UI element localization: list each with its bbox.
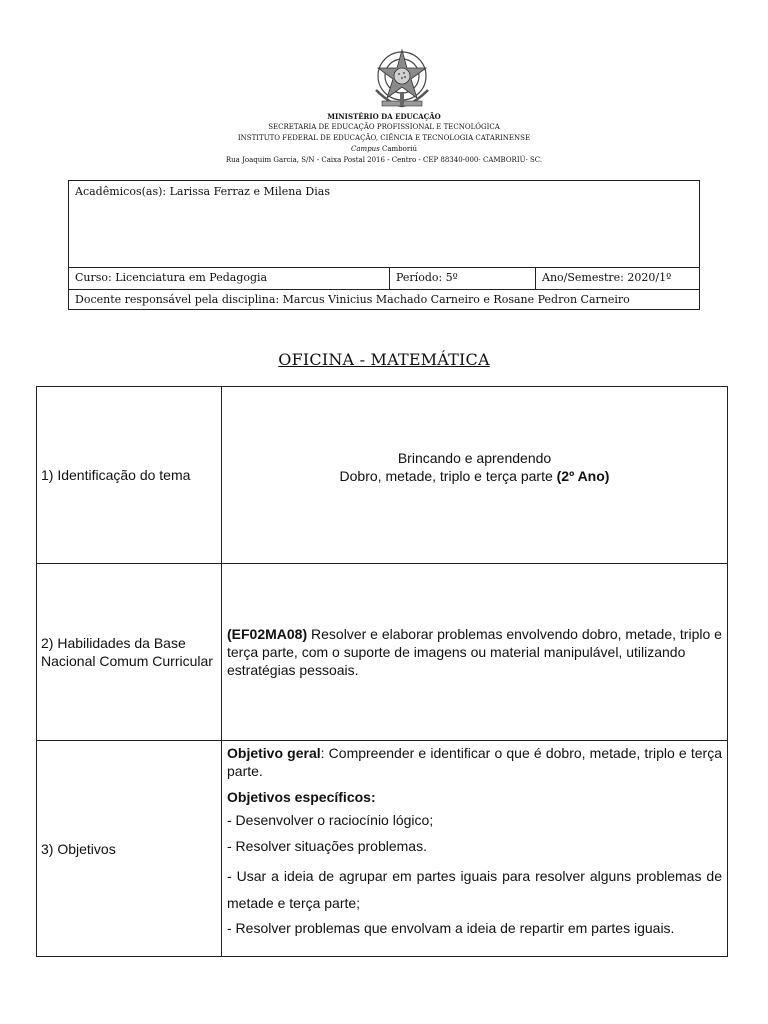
academicos-cell: Acadêmicos(as): Larissa Ferraz e Milena Dias <box>75 185 330 198</box>
list-item: - Desenvolver o raciocínio lógico; <box>227 812 434 828</box>
list-item: - Usar a ideia de agrupar em partes iguais para resolver alguns problemas de metade e terça parte; <box>227 868 722 911</box>
bncc-text <box>227 625 722 679</box>
theme-text: Dobro, metade, triplo e terça parte <box>339 468 557 484</box>
periodo-cell: Período: 5º <box>389 268 535 289</box>
plan-table <box>36 386 728 957</box>
bncc-code: (EF02MA08) <box>227 626 308 642</box>
docente-cell: Docente responsável pela disciplina: Marcus Vinicius Machado Carneiro e Rosane Pedron Carneiro <box>75 293 630 306</box>
list-item: - Resolver situações problemas. <box>227 838 427 854</box>
docente-row <box>69 289 699 310</box>
campus-name: Camboriú <box>379 145 417 153</box>
campus-label: Campus <box>351 145 380 153</box>
table-row-bncc <box>37 563 727 740</box>
row-label: 3) Objetivos <box>37 741 222 956</box>
course-row <box>69 267 699 289</box>
theme-grade: (2º Ano) <box>556 468 610 484</box>
list-item: - Resolver problemas que envolvam a ideia de repartir em partes iguais. <box>227 920 675 936</box>
academicos-row <box>69 181 699 267</box>
bncc-cell <box>222 564 727 740</box>
row-label: 1) Identificação do tema <box>37 387 222 563</box>
curso-cell: Curso: Licenciatura em Pedagogia <box>75 271 268 284</box>
specific-objectives-heading <box>227 788 722 806</box>
institute-name: INSTITUTO FEDERAL DE EDUCAÇÃO, CIÊNCIA E TECNOLOGIA CATARINENSE <box>237 134 531 142</box>
theme-line-1: Brincando e aprendendo <box>397 450 552 466</box>
letterhead <box>0 111 768 166</box>
theme-line-2 <box>222 467 727 485</box>
page-title: OFICINA - MATEMÁTICA <box>278 350 490 369</box>
ano-semestre-cell: Ano/Semestre: 2020/1º <box>535 268 699 289</box>
objectives-cell <box>222 741 727 956</box>
address-line: Rua Joaquim Garcia, S/N - Caixa Postal 2016 - Centro - CEP 88340-000- CAMBORIÚ- SC. <box>225 156 543 164</box>
row-label: 2) Habilidades da Base Nacional Comum Curricular <box>37 564 222 740</box>
theme-cell <box>222 387 727 563</box>
general-objective-label: Objetivo geral <box>227 745 321 761</box>
secretariat-name: SECRETARIA DE EDUCAÇÃO PROFISSIONAL E TECNOLÓGICA <box>268 123 500 131</box>
campus-line <box>0 144 768 155</box>
brazil-coat-of-arms-icon <box>370 46 434 110</box>
general-objective-text: : Compreender e identificar o que é dobro, metade, triplo e terça parte. <box>227 745 722 779</box>
general-objective <box>227 744 722 780</box>
bncc-description: Resolver e elaborar problemas envolvendo dobro, metade, triplo e terça parte, com o suporte de imagens ou material manipulável, utilizando estratégias pessoais. <box>227 626 722 678</box>
specific-objectives-label: Objetivos específicos: <box>227 789 376 805</box>
info-table <box>68 180 700 310</box>
table-row-objectives <box>37 740 727 956</box>
ministry-name: MINISTÉRIO DA EDUCAÇÃO <box>327 112 441 121</box>
table-row-theme <box>37 387 727 563</box>
